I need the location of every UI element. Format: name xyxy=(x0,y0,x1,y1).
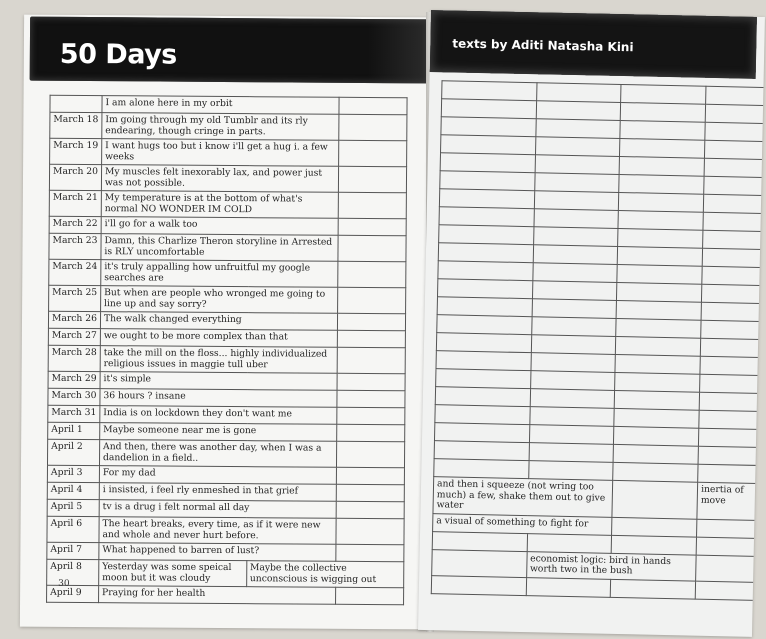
grid-cell xyxy=(441,99,536,119)
grid-cell xyxy=(530,371,615,391)
date-cell xyxy=(50,95,102,112)
grid-cell xyxy=(441,117,536,137)
grid-cell xyxy=(535,155,620,175)
date-cell: March 19 xyxy=(50,138,102,164)
date-cell: March 25 xyxy=(49,285,101,311)
note-cell: inertia of move xyxy=(697,482,763,520)
grid-cell xyxy=(705,140,765,159)
date-cell: April 1 xyxy=(48,422,100,439)
text-cell: tv is a drug i felt normal all day xyxy=(99,500,336,519)
grid-cell xyxy=(695,581,760,600)
grid-cell xyxy=(705,122,765,141)
table-row xyxy=(50,138,407,166)
table-row xyxy=(47,516,404,544)
grid-cell xyxy=(534,191,619,211)
table-row xyxy=(49,233,406,261)
grid-cell xyxy=(533,245,618,265)
table-row xyxy=(47,585,404,604)
grid-cell xyxy=(437,315,532,335)
grid-cell xyxy=(434,459,529,479)
text-cell: it's truly appalling how unfruitful my google searches are xyxy=(101,260,338,288)
grid-cell xyxy=(698,446,763,465)
grid-cell xyxy=(703,212,765,231)
grid-cell xyxy=(621,102,706,122)
date-cell: April 8 xyxy=(47,559,99,585)
grid-cell xyxy=(706,86,765,105)
grid-cell xyxy=(531,335,616,355)
grid-cell xyxy=(612,535,697,555)
date-cell: April 2 xyxy=(47,439,99,465)
grid-cell xyxy=(618,246,703,266)
grid-cell xyxy=(619,174,704,194)
grid-cell xyxy=(615,372,700,392)
table-row xyxy=(49,164,406,192)
grid-cell xyxy=(440,153,535,173)
grid-cell xyxy=(702,266,765,285)
grid-cell xyxy=(620,138,705,158)
grid-cell xyxy=(536,83,621,103)
grid-cell xyxy=(435,405,530,425)
grid-cell xyxy=(438,243,533,263)
text-cell: i insisted, i feel rly enmeshed in that grief xyxy=(99,483,336,502)
text-cell: India is on lockdown they don't want me xyxy=(100,406,337,425)
grid-cell xyxy=(528,461,613,481)
date-cell: March 18 xyxy=(50,112,102,138)
date-cell: April 5 xyxy=(47,499,99,516)
grid-cell xyxy=(532,281,617,301)
grid-cell xyxy=(705,104,765,123)
grid-cell xyxy=(536,119,621,139)
text-cell: I am alone here in my orbit xyxy=(102,96,339,115)
date-cell: March 29 xyxy=(48,371,100,388)
grid-cell xyxy=(614,408,699,428)
date-cell: April 6 xyxy=(47,516,99,542)
grid-cell xyxy=(435,387,530,407)
grid-cell xyxy=(535,137,620,157)
grid-cell xyxy=(436,333,531,353)
grid-cell xyxy=(437,279,532,299)
grid-cell xyxy=(434,423,529,443)
grid-cell xyxy=(529,425,614,445)
date-cell: March 24 xyxy=(49,259,101,285)
date-cell: April 3 xyxy=(47,465,99,482)
table-row xyxy=(49,259,406,287)
date-cell: March 26 xyxy=(48,311,100,328)
grid-cell xyxy=(440,171,535,191)
table-row xyxy=(49,285,406,313)
grid-cell xyxy=(615,390,700,410)
text-cell: Praying for her health xyxy=(98,586,335,605)
date-cell: March 31 xyxy=(48,405,100,422)
text-cell: Yesterday was some speical moon but it was cloudy xyxy=(99,560,247,587)
grid-table xyxy=(431,80,765,600)
grid-cell xyxy=(531,353,616,373)
table-row xyxy=(47,439,404,467)
grid-cell xyxy=(439,189,534,209)
text-cell: And then, there was another day, when I was a dandelion in a field.. xyxy=(99,440,336,468)
text-cell: My muscles felt inexorably lax, and power just was not possible. xyxy=(101,165,338,193)
grid-cell xyxy=(611,579,696,599)
text-cell: But when are people who wronged me going to line up and say sorry? xyxy=(101,286,338,314)
grid-cell xyxy=(432,549,527,577)
text-cell: Maybe someone near me is gone xyxy=(100,423,337,442)
date-cell: April 4 xyxy=(47,482,99,499)
grid-cell xyxy=(436,369,531,389)
text-cell: 36 hours ? insane xyxy=(100,389,337,408)
grid-cell xyxy=(616,336,701,356)
date-cell: March 27 xyxy=(48,328,100,345)
grid-cell xyxy=(618,228,703,248)
title-banner xyxy=(30,17,428,84)
grid-cell xyxy=(442,81,537,101)
grid-cell xyxy=(699,428,764,447)
grid-cell xyxy=(615,354,700,374)
grid-cell xyxy=(530,389,615,409)
table-row xyxy=(49,190,406,218)
grid-cell xyxy=(700,338,765,357)
diary-table xyxy=(46,95,408,605)
grid-cell xyxy=(526,577,611,597)
grid-cell xyxy=(536,101,621,121)
grid-cell xyxy=(704,176,765,195)
grid-cell xyxy=(436,351,531,371)
grid-cell xyxy=(612,517,697,537)
grid-cell xyxy=(621,85,706,105)
grid-cell xyxy=(698,464,763,483)
grid-cell xyxy=(619,192,704,212)
grid-cell xyxy=(617,264,702,284)
grid-cell xyxy=(697,519,762,538)
table-row xyxy=(47,559,404,587)
grid-cell xyxy=(534,209,619,229)
grid-cell xyxy=(620,120,705,140)
grid-cell xyxy=(700,374,765,393)
text-cell: What happened to barren of lust? xyxy=(99,543,336,562)
grid-cell xyxy=(696,555,761,582)
right-page xyxy=(418,10,765,637)
grid-cell xyxy=(696,537,761,556)
grid-cell xyxy=(700,356,765,375)
grid-cell xyxy=(439,225,534,245)
page-title: 50 Days xyxy=(59,38,177,71)
grid-cell xyxy=(438,261,533,281)
grid-cell xyxy=(612,480,697,518)
grid-cell xyxy=(432,531,527,551)
note-cell: economist logic: bird in hands worth two in the bush xyxy=(526,551,696,581)
text-cell: we ought to be more complex than that xyxy=(100,329,337,348)
text-cell: I want hugs too but i know i'll get a hug i. a few weeks xyxy=(102,139,339,167)
grid-cell xyxy=(620,156,705,176)
grid-cell xyxy=(618,210,703,230)
subtitle-banner xyxy=(430,10,757,79)
grid-cell xyxy=(533,263,618,283)
grid-cell xyxy=(434,441,529,461)
date-cell: March 22 xyxy=(49,216,101,233)
grid-cell xyxy=(699,392,764,411)
grid-cell xyxy=(431,575,526,595)
text-cell: The walk changed everything xyxy=(100,312,337,331)
author-credit: texts by Aditi Natasha Kini xyxy=(452,36,634,55)
grid-cell xyxy=(533,227,618,247)
table-row xyxy=(50,112,407,140)
grid-cell xyxy=(534,173,619,193)
grid-cell xyxy=(702,248,765,267)
grid-cell xyxy=(532,299,617,319)
grid-cell xyxy=(703,230,765,249)
grid-cell xyxy=(529,443,614,463)
text-cell: i'll go for a walk too xyxy=(101,217,338,236)
date-cell: April 7 xyxy=(47,542,99,559)
text-cell: take the mill on the floss... highly individualized religious issues in maggie tull uber xyxy=(100,346,337,374)
page-number: 30 xyxy=(58,578,70,589)
extra-text-cell: Maybe the collective unconscious is wigging out xyxy=(246,561,403,588)
grid-cell xyxy=(613,444,698,464)
date-cell: March 28 xyxy=(48,345,100,371)
text-cell: Im going through my old Tumblr and its rly endearing, though cringe in parts. xyxy=(102,113,339,141)
date-cell: March 30 xyxy=(48,388,100,405)
table-row xyxy=(48,345,405,373)
grid-cell xyxy=(703,194,765,213)
grid-cell xyxy=(437,297,532,317)
text-cell: it's simple xyxy=(100,372,337,391)
grid-cell xyxy=(701,320,765,339)
date-cell: March 20 xyxy=(49,164,101,190)
grid-cell xyxy=(699,410,764,429)
grid-cell xyxy=(530,407,615,427)
text-cell: For my dad xyxy=(99,466,336,485)
grid-cell xyxy=(614,426,699,446)
grid-cell xyxy=(702,284,765,303)
date-cell: March 23 xyxy=(49,233,101,259)
date-cell: March 21 xyxy=(49,190,101,216)
left-page xyxy=(20,15,432,630)
grid-cell xyxy=(441,135,536,155)
text-cell: The heart breaks, every time, as if it were new and whole and never hurt before. xyxy=(99,517,336,545)
note-cell: a visual of something to fight for xyxy=(433,513,613,535)
grid-cell xyxy=(617,300,702,320)
grid-cell xyxy=(439,207,534,227)
text-cell: Damn, this Charlize Theron storyline in Arrested is RLY uncomfortable xyxy=(101,234,338,262)
grid-cell xyxy=(531,317,616,337)
grid-cell xyxy=(613,462,698,482)
note-cell: and then i squeeze (not wring too much) a few, shake them out to give water xyxy=(433,477,613,517)
grid-cell xyxy=(701,302,765,321)
grid-cell xyxy=(704,158,765,177)
date-cell: April 9 xyxy=(47,585,99,602)
grid-cell xyxy=(616,318,701,338)
grid-cell xyxy=(527,533,612,553)
grid-cell xyxy=(617,282,702,302)
text-cell: My temperature is at the bottom of what's normal NO WONDER IM COLD xyxy=(101,191,338,219)
